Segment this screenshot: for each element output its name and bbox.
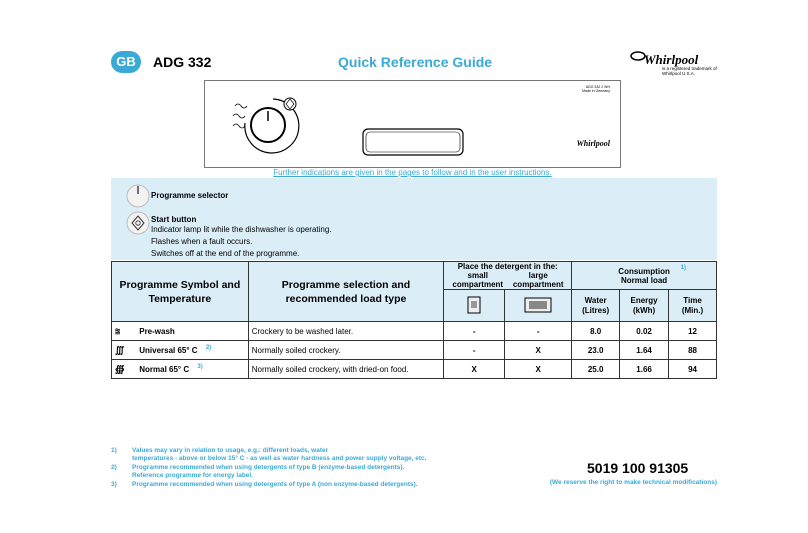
footnote-number: 1): [111, 447, 117, 454]
programme-selector-icon: [125, 183, 151, 209]
panel-brand: Whirlpool: [576, 139, 610, 148]
large-compartment-value: -: [505, 322, 572, 341]
water-value: 25.0: [572, 360, 620, 379]
col-selection-header: Programme selection and recommended load type: [248, 262, 444, 322]
col-detergent-header: Place the detergent in the:: [457, 262, 558, 271]
programme-table: [111, 261, 717, 379]
universal-icon: ∭: [115, 344, 125, 355]
water-value: 23.0: [572, 341, 620, 360]
display-window: [363, 129, 463, 155]
col-symbol-header: Programme Symbol and Temperature: [112, 262, 249, 322]
start-button-label: Start button: [151, 215, 197, 224]
large-compartment-value: X: [505, 341, 572, 360]
programme-name: Normal 65° C: [139, 364, 190, 374]
consumption-footnote-ref: 1): [680, 265, 686, 271]
energy-value: 1.64: [620, 341, 669, 360]
energy-value: 0.02: [620, 322, 669, 341]
start-desc-line: Switches off at the end of the programme.: [151, 249, 300, 258]
brand-trademark-note: is a registered trademark of Whirlpool U.S.A.: [662, 66, 717, 76]
small-compartment-value: X: [444, 360, 505, 379]
control-panel-drawing: [204, 80, 621, 168]
col-consumption-header: Consumption Normal load: [618, 266, 670, 285]
further-indications-note: Further indications are given in the pages to follow and in the user instructions.: [273, 168, 552, 177]
footnotes: [111, 447, 471, 489]
programme-name: Pre-wash: [139, 326, 175, 336]
panel-model-label: ADG 332 2 WH: [585, 85, 610, 89]
programme-selection: Normally soiled crockery, with dried-on food.: [248, 360, 444, 379]
footnote-line: temperatures - above or below 15° C - as well as water hardness and power supply voltage, etc.: [132, 455, 427, 462]
time-value: 88: [669, 341, 717, 360]
programme-selection: Normally soiled crockery.: [248, 341, 444, 360]
footnote-line: Values may vary in relation to usage, e.g.: different loads, water: [132, 447, 329, 454]
controls-legend: [111, 178, 717, 260]
col-large-header: large compartment: [512, 271, 564, 289]
large-compartment-value: X: [505, 360, 572, 379]
programme-footnote-ref: 3): [197, 363, 203, 370]
time-value: 94: [669, 360, 717, 379]
start-desc-line: Indicator lamp lit while the dishwasher is operating.: [151, 225, 332, 234]
brand-logo: [628, 44, 718, 80]
start-button-icon: [125, 210, 151, 236]
reserve-note: (We reserve the right to make technical modifications): [549, 479, 717, 486]
brand-name: Whirlpool: [644, 52, 699, 67]
programme-selector-label: Programme selector: [151, 191, 229, 200]
small-compartment-value: -: [444, 341, 505, 360]
footnote-line: Reference programme for energy label.: [132, 472, 254, 479]
large-compartment-icon: [524, 297, 552, 313]
small-compartment-icon: [467, 296, 481, 314]
energy-value: 1.66: [620, 360, 669, 379]
panel-graphics: [205, 81, 622, 169]
language-badge: GB: [111, 51, 141, 73]
panel-made-label: Made in Germany: [582, 89, 610, 93]
footnote-line: Programme recommended when using detergents of type A (non enzyme-based detergents).: [132, 481, 418, 488]
page-title: Quick Reference Guide: [338, 54, 493, 70]
large-compartment-icon-cell: [505, 290, 572, 322]
footnote-number: 2): [111, 464, 117, 471]
small-compartment-icon-cell: [444, 290, 505, 322]
footnote-number: 3): [111, 481, 117, 488]
document-number: 5019 100 91305: [587, 460, 689, 476]
programme-name: Universal 65° C: [139, 345, 198, 355]
table-row: [112, 322, 717, 341]
model-name: ADG 332: [153, 54, 212, 70]
col-water-header: Water (Litres): [572, 290, 620, 322]
table-row: [112, 341, 717, 360]
small-compartment-value: -: [444, 322, 505, 341]
col-small-header: small compartment: [452, 271, 504, 289]
programme-footnote-ref: 2): [205, 344, 212, 351]
water-value: 8.0: [572, 322, 620, 341]
time-value: 12: [669, 322, 717, 341]
programme-selection: Crockery to be washed later.: [248, 322, 444, 341]
col-energy-header: Energy (kWh): [620, 290, 669, 322]
table-row: [112, 360, 717, 379]
prewash-icon: ⩰: [115, 325, 121, 336]
col-time-header: Time (Min.): [669, 290, 717, 322]
footnote-line: Programme recommended when using detergents of type B (enzyme-based detergents).: [132, 464, 405, 471]
start-desc-line: Flashes when a fault occurs.: [151, 237, 253, 246]
normal-icon: ∰: [115, 363, 125, 374]
